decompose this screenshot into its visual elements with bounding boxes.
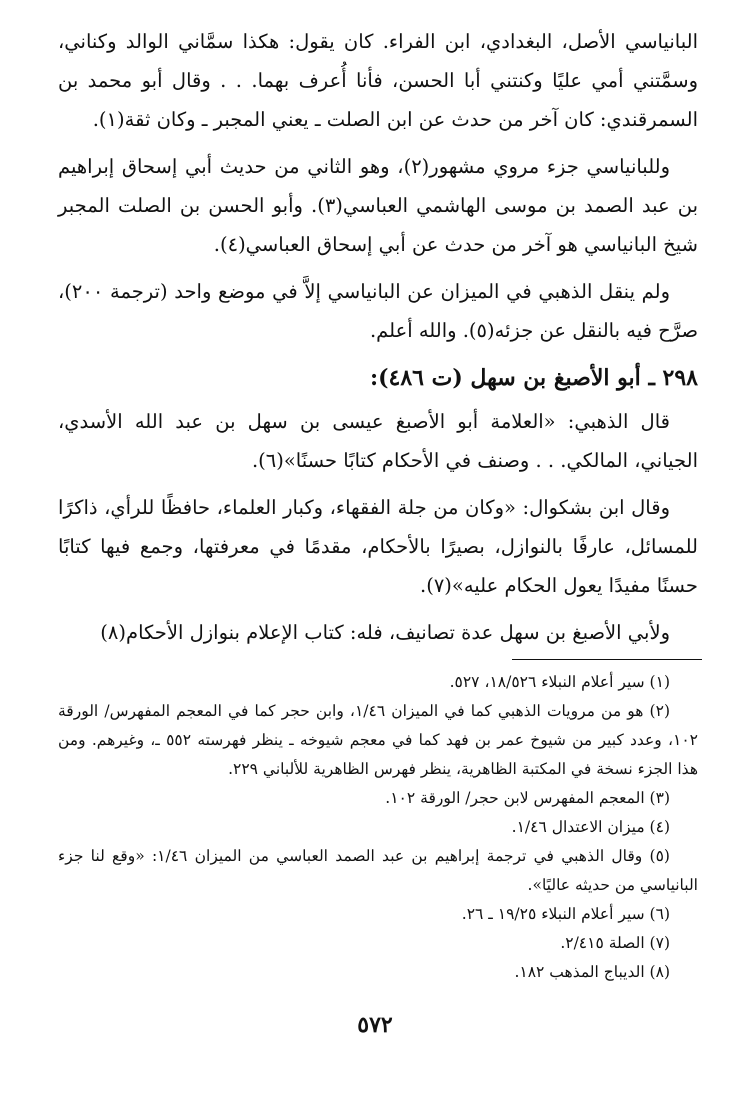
paragraph-1: البانياسي الأصل، البغدادي، ابن الفراء. كان يقول: هكذا سمَّاني الوالد وكناني، وسمَّتني أمي عليًا وكنتني أبا الحسن، فأنا أُعرف بهما. . . وقال أبو محمد بن السمرقندي: كان آخر من حدث عن ابن الصلت ـ يعني المجبر ـ وكان ثقة(١). <box>58 30 698 131</box>
entry-heading: ٢٩٨ ـ أبو الأصبغ بن سهل (ت ٤٨٦): <box>369 365 698 391</box>
paragraph-6: ولأبي الأصبغ بن سهل عدة تصانيف، فله: كتاب الإعلام بنوازل الأحكام(٨) <box>100 621 670 644</box>
footnote-2: (٢) هو من مرويات الذهبي كما في الميزان ١/٤٦، وابن حجر كما في المعجم المفهرس/ الورقة ١٠٢، وعدد كبير من شيوخ عمر بن فهد كما في معجم شيوخه ـ ينظر فهرسته ٥٥٢ ـ، وغيرهم. ومن هذا الجزء نسخة في المكتبة الظاهرية، ينظر فهرس الظاهرية للألباني ٢٢٩. <box>58 702 698 778</box>
paragraph-3: ولم ينقل الذهبي في الميزان عن البانياسي إلاَّ في موضع واحد (ترجمة ٢٠٠)، صرَّح فيه بالنقل عن جزئه(٥). والله أعلم. <box>58 280 698 342</box>
footnotes <box>58 668 698 987</box>
main-text <box>58 22 698 660</box>
paragraph-4: قال الذهبي: «العلامة أبو الأصبغ عيسى بن سهل بن عبد الله الأسدي، الجياني، المالكي. . . وصنف في الأحكام كتابًا حسنًا»(٦). <box>58 410 698 472</box>
footnote-4: (٤) ميزان الاعتدال ١/٤٦. <box>511 818 670 836</box>
footnote-8: (٨) الديباج المذهب ١٨٢. <box>514 963 670 981</box>
paragraph-5: وقال ابن بشكوال: «وكان من جلة الفقهاء، وكبار العلماء، حافظًا للرأي، ذاكرًا للمسائل، عارفًا بالنوازل، بصيرًا بالأحكام، مقدمًا في معرفتها، وجمع فيها كتابًا حسنًا مفيدًا يعول الحكام عليه»(٧). <box>58 496 698 597</box>
footnote-7: (٧) الصلة ٢/٤١٥. <box>560 934 670 952</box>
footnote-divider <box>512 659 702 660</box>
footnote-3: (٣) المعجم المفهرس لابن حجر/ الورقة ١٠٢. <box>385 789 670 807</box>
footnote-1: (١) سير أعلام النبلاء ١٨/٥٢٦، ٥٢٧. <box>449 673 670 691</box>
footnote-5: (٥) وقال الذهبي في ترجمة إبراهيم بن عبد الصمد العباسي من الميزان ١/٤٦: «وقع لنا جزء البانياسي من حديثه عاليًا». <box>58 847 698 894</box>
paragraph-2: وللبانياسي جزء مروي مشهور(٢)، وهو الثاني من حديث أبي إسحاق إبراهيم بن عبد الصمد بن موسى الهاشمي العباسي(٣). وأبو الحسن بن الصلت المجبر شيخ البانياسي هو آخر من حدث عن أبي إسحاق العباسي(٤). <box>58 155 698 256</box>
footnote-6: (٦) سير أعلام النبلاء ١٩/٢٥ ـ ٢٦. <box>461 905 670 923</box>
page-number: ٥٧٢ <box>357 1012 393 1038</box>
